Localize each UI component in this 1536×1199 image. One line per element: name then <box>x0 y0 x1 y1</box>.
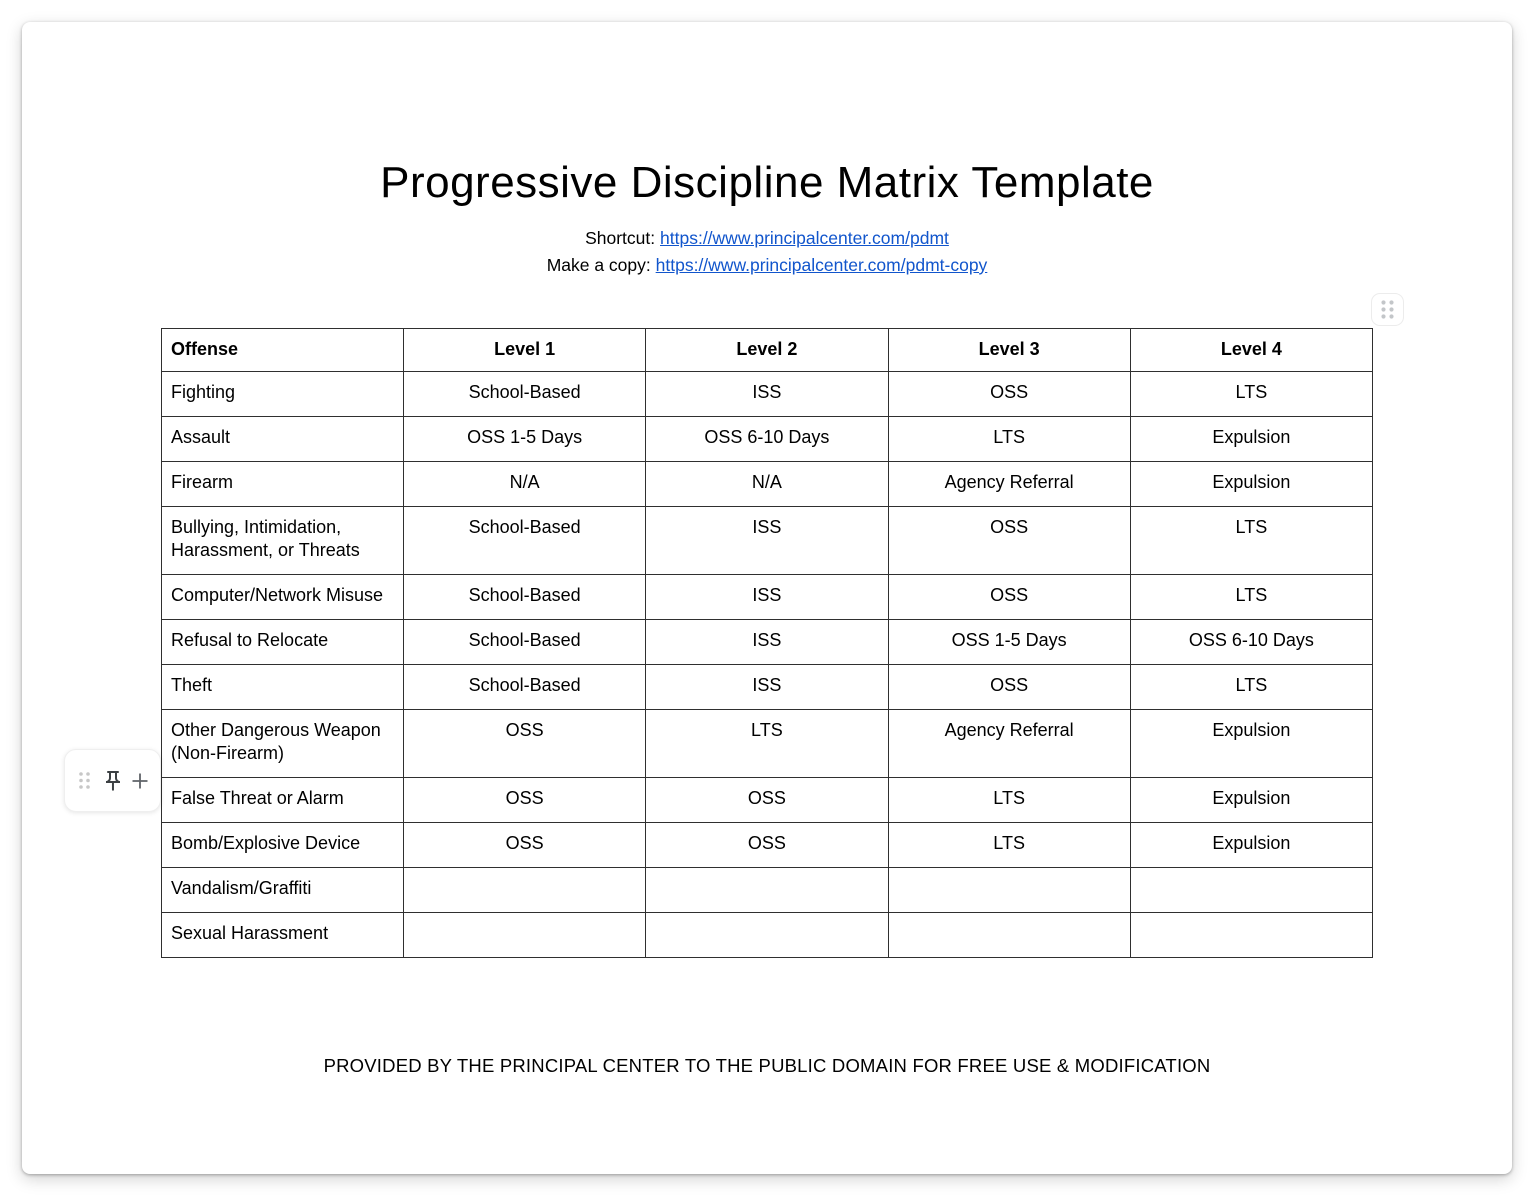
level-3-cell[interactable]: LTS <box>888 417 1130 462</box>
level-2-cell[interactable] <box>646 913 888 958</box>
level-4-cell[interactable]: LTS <box>1130 575 1372 620</box>
level-4-cell[interactable]: LTS <box>1130 665 1372 710</box>
table-row <box>162 417 1373 462</box>
level-2-cell[interactable]: ISS <box>646 665 888 710</box>
table-row <box>162 823 1373 868</box>
paragraph-drag-handle[interactable] <box>71 767 99 795</box>
table-row <box>162 868 1373 913</box>
shortcut-label: Shortcut: <box>585 228 656 248</box>
level-3-cell[interactable] <box>888 868 1130 913</box>
offense-cell[interactable]: Fighting <box>162 372 404 417</box>
page-title: Progressive Discipline Matrix Template <box>380 158 1154 207</box>
level-4-cell[interactable]: Expulsion <box>1130 710 1372 778</box>
col-header-offense[interactable]: Offense <box>162 329 404 372</box>
footer-note: PROVIDED BY THE PRINCIPAL CENTER TO THE PUBLIC DOMAIN FOR FREE USE & MODIFICATION <box>323 1055 1211 1076</box>
discipline-matrix-table <box>161 328 1373 958</box>
level-3-cell[interactable]: LTS <box>888 778 1130 823</box>
level-3-cell[interactable]: OSS <box>888 665 1130 710</box>
level-4-cell[interactable]: Expulsion <box>1130 778 1372 823</box>
level-2-cell[interactable]: OSS 6-10 Days <box>646 417 888 462</box>
offense-cell[interactable]: Bomb/Explosive Device <box>162 823 404 868</box>
level-3-cell[interactable]: OSS <box>888 372 1130 417</box>
level-4-cell[interactable] <box>1130 868 1372 913</box>
paragraph-hover-toolbar <box>64 749 161 812</box>
offense-cell[interactable]: Bullying, Intimidation, Harassment, or Threats <box>162 507 404 575</box>
level-2-cell[interactable]: LTS <box>646 710 888 778</box>
table-row <box>162 620 1373 665</box>
level-1-cell[interactable]: School-Based <box>404 665 646 710</box>
offense-cell[interactable]: Vandalism/Graffiti <box>162 868 404 913</box>
plus-icon <box>129 770 151 792</box>
table-row <box>162 462 1373 507</box>
shortcut-line <box>22 225 1512 252</box>
level-3-cell[interactable]: OSS <box>888 507 1130 575</box>
make-copy-link[interactable]: https://www.principalcenter.com/pdmt-copy <box>655 255 988 275</box>
document-page <box>22 22 1512 1174</box>
offense-cell[interactable]: Firearm <box>162 462 404 507</box>
level-2-cell[interactable]: ISS <box>646 575 888 620</box>
make-copy-label: Make a copy: <box>546 255 651 275</box>
level-3-cell[interactable]: OSS <box>888 575 1130 620</box>
level-1-cell[interactable]: School-Based <box>404 575 646 620</box>
level-3-cell[interactable]: LTS <box>888 823 1130 868</box>
level-2-cell[interactable] <box>646 868 888 913</box>
level-1-cell[interactable]: School-Based <box>404 507 646 575</box>
level-1-cell[interactable] <box>404 913 646 958</box>
table-body <box>162 372 1373 958</box>
table-row <box>162 913 1373 958</box>
make-copy-line <box>22 252 1512 279</box>
level-1-cell[interactable]: OSS <box>404 710 646 778</box>
level-4-cell[interactable] <box>1130 913 1372 958</box>
level-2-cell[interactable]: OSS <box>646 778 888 823</box>
level-1-cell[interactable]: OSS 1-5 Days <box>404 417 646 462</box>
offense-cell[interactable]: False Threat or Alarm <box>162 778 404 823</box>
col-header-level-1[interactable]: Level 1 <box>404 329 646 372</box>
level-1-cell[interactable]: School-Based <box>404 620 646 665</box>
level-3-cell[interactable] <box>888 913 1130 958</box>
pin-button[interactable] <box>99 767 127 795</box>
level-1-cell[interactable]: N/A <box>404 462 646 507</box>
level-4-cell[interactable]: Expulsion <box>1130 462 1372 507</box>
col-header-level-4[interactable]: Level 4 <box>1130 329 1372 372</box>
drag-dots-icon <box>78 771 91 790</box>
level-1-cell[interactable]: OSS <box>404 823 646 868</box>
level-2-cell[interactable]: OSS <box>646 823 888 868</box>
table-container <box>161 328 1373 958</box>
level-4-cell[interactable]: LTS <box>1130 372 1372 417</box>
table-header <box>162 329 1373 372</box>
level-4-cell[interactable]: Expulsion <box>1130 823 1372 868</box>
table-row <box>162 575 1373 620</box>
level-2-cell[interactable]: ISS <box>646 620 888 665</box>
offense-cell[interactable]: Theft <box>162 665 404 710</box>
table-row <box>162 778 1373 823</box>
level-3-cell[interactable]: Agency Referral <box>888 462 1130 507</box>
col-header-level-3[interactable]: Level 3 <box>888 329 1130 372</box>
offense-cell[interactable]: Other Dangerous Weapon (Non-Firearm) <box>162 710 404 778</box>
shortcut-link[interactable]: https://www.principalcenter.com/pdmt <box>660 228 949 248</box>
level-1-cell[interactable]: School-Based <box>404 372 646 417</box>
level-3-cell[interactable]: Agency Referral <box>888 710 1130 778</box>
pushpin-icon <box>101 769 125 793</box>
level-3-cell[interactable]: OSS 1-5 Days <box>888 620 1130 665</box>
table-row <box>162 507 1373 575</box>
level-4-cell[interactable]: Expulsion <box>1130 417 1372 462</box>
offense-cell[interactable]: Assault <box>162 417 404 462</box>
table-row <box>162 665 1373 710</box>
add-button[interactable] <box>126 767 154 795</box>
level-2-cell[interactable]: ISS <box>646 372 888 417</box>
level-1-cell[interactable]: OSS <box>404 778 646 823</box>
level-2-cell[interactable]: N/A <box>646 462 888 507</box>
table-row <box>162 710 1373 778</box>
level-1-cell[interactable] <box>404 868 646 913</box>
table-row <box>162 372 1373 417</box>
offense-cell[interactable]: Refusal to Relocate <box>162 620 404 665</box>
drag-dots-icon <box>1380 299 1395 320</box>
level-2-cell[interactable]: ISS <box>646 507 888 575</box>
offense-cell[interactable]: Computer/Network Misuse <box>162 575 404 620</box>
col-header-level-2[interactable]: Level 2 <box>646 329 888 372</box>
level-4-cell[interactable]: OSS 6-10 Days <box>1130 620 1372 665</box>
level-4-cell[interactable]: LTS <box>1130 507 1372 575</box>
table-drag-handle[interactable] <box>1371 293 1404 326</box>
offense-cell[interactable]: Sexual Harassment <box>162 913 404 958</box>
